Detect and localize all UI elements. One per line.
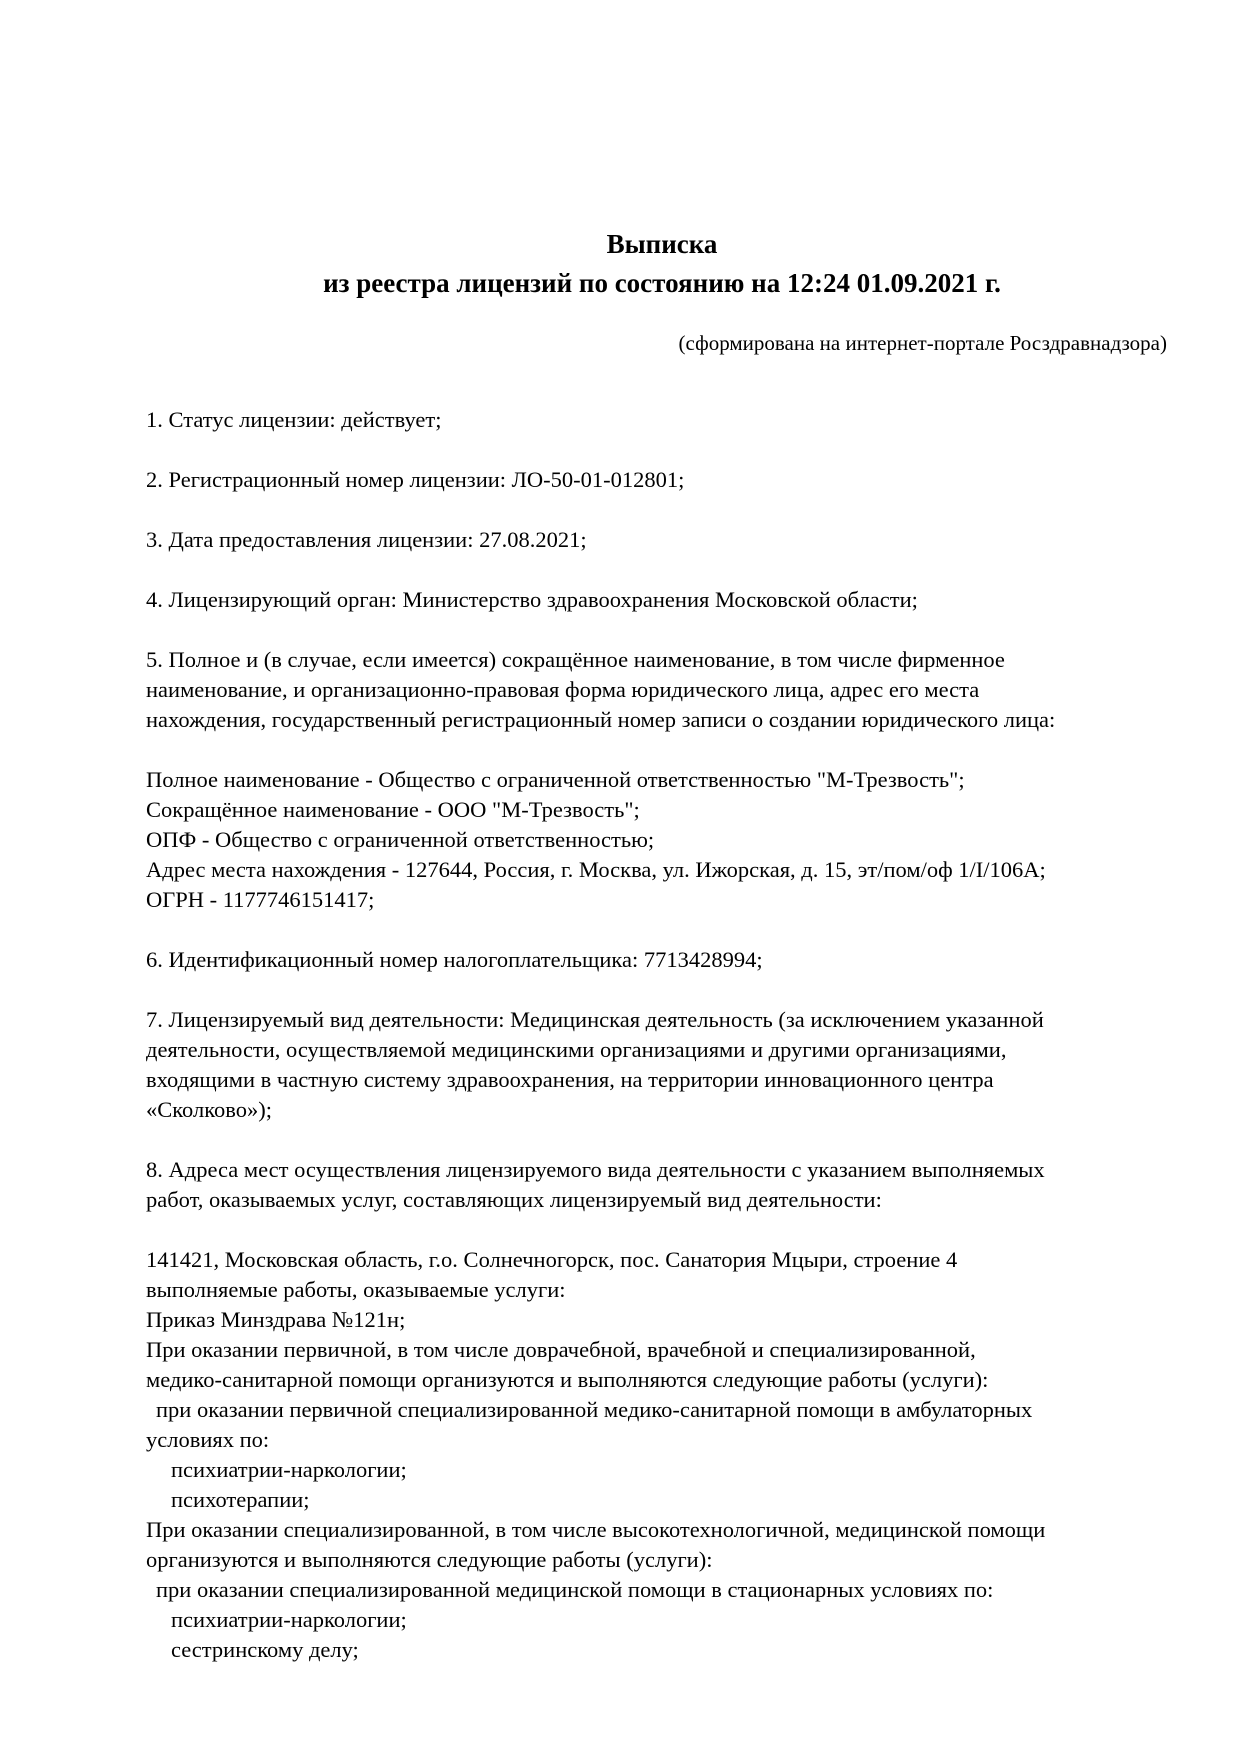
text-line: психиатрии-наркологии; [171,1607,407,1632]
paragraph [146,645,1178,735]
text-line: психиатрии-наркологии; [171,1457,407,1482]
text-line: выполняемые работы, оказываемые услуги: [146,1277,566,1302]
text-line: Полное наименование - Общество с ограниченной ответственностью "М-Трезвость"; [146,767,965,792]
text-line: при оказании специализированной медицинской помощи в стационарных условиях по: [156,1577,994,1602]
paragraph [146,465,1178,495]
text-line: 5. Полное и (в случае, если имеется) сокращённое наименование, в том числе фирменное [146,647,1005,672]
paragraph [146,1155,1178,1215]
text-line: 7. Лицензируемый вид деятельности: Медицинская деятельность (за исключением указанной [146,1007,1044,1032]
text-line: наименование, и организационно-правовая форма юридического лица, адрес его места [146,677,980,702]
text-line: Сокращённое наименование - ООО "М-Трезвость"; [146,797,640,822]
paragraph [146,1005,1178,1125]
text-line: 2. Регистрационный номер лицензии: ЛО-50-01-012801; [146,467,685,492]
paragraph [146,525,1178,555]
text-line: 3. Дата предоставления лицензии: 27.08.2021; [146,527,587,552]
document-body [146,405,1178,1665]
text-line: 4. Лицензирующий орган: Министерство здравоохранения Московской области; [146,587,918,612]
text-line: ОГРН - 1177746151417; [146,887,375,912]
text-line: 6. Идентификационный номер налогоплательщика: 7713428994; [146,947,763,972]
text-line: Приказ Минздрава №121н; [146,1307,406,1332]
paragraph [146,945,1178,975]
title-line-2: из реестра лицензий по состоянию на 12:24 01.09.2021 г. [323,268,1001,298]
text-line: при оказании первичной специализированной медико-санитарной помощи в амбулаторных [156,1397,1033,1422]
text-line: Адрес места нахождения - 127644, Россия, г. Москва, ул. Ижорская, д. 15, эт/пом/оф 1/I/106А; [146,857,1046,882]
paragraph [146,585,1178,615]
text-line: деятельности, осуществляемой медицинскими организациями и другими организациями, [146,1037,1007,1062]
text-line: При оказании специализированной, в том числе высокотехнологичной, медицинской помощи [146,1517,1046,1542]
text-line: При оказании первичной, в том числе доврачебной, врачебной и специализированной, [146,1337,976,1362]
text-line: «Сколково»); [146,1097,272,1122]
text-line: работ, оказываемых услуг, составляющих лицензируемый вид деятельности: [146,1187,882,1212]
text-line: 1. Статус лицензии: действует; [146,407,442,432]
paragraph [146,405,1178,435]
text-line: условиях по: [146,1427,270,1452]
text-line: 141421, Московская область, г.о. Солнечногорск, пос. Санатория Мцыри, строение 4 [146,1247,958,1272]
document-title [146,225,1178,303]
paragraph [146,765,1178,915]
text-line: медико-санитарной помощи организуются и выполняются следующие работы (услуги): [146,1367,989,1392]
text-line: психотерапии; [171,1487,310,1512]
text-line: ОПФ - Общество с ограниченной ответственностью; [146,827,655,852]
title-line-1: Выписка [606,229,718,259]
paragraph [146,1245,1178,1665]
document-content [146,0,1178,1665]
text-line: сестринскому делу; [171,1637,359,1662]
text-line: нахождения, государственный регистрационный номер записи о создании юридического лица: [146,707,1056,732]
text-line: организуются и выполняются следующие работы (услуги): [146,1547,713,1572]
text-line: входящими в частную систему здравоохранения, на территории инновационного центра [146,1067,994,1092]
text-line: 8. Адреса мест осуществления лицензируемого вида деятельности с указанием выполняемых [146,1157,1045,1182]
document-subtitle: (сформирована на интернет-портале Росздравнадзора) [678,331,1167,355]
